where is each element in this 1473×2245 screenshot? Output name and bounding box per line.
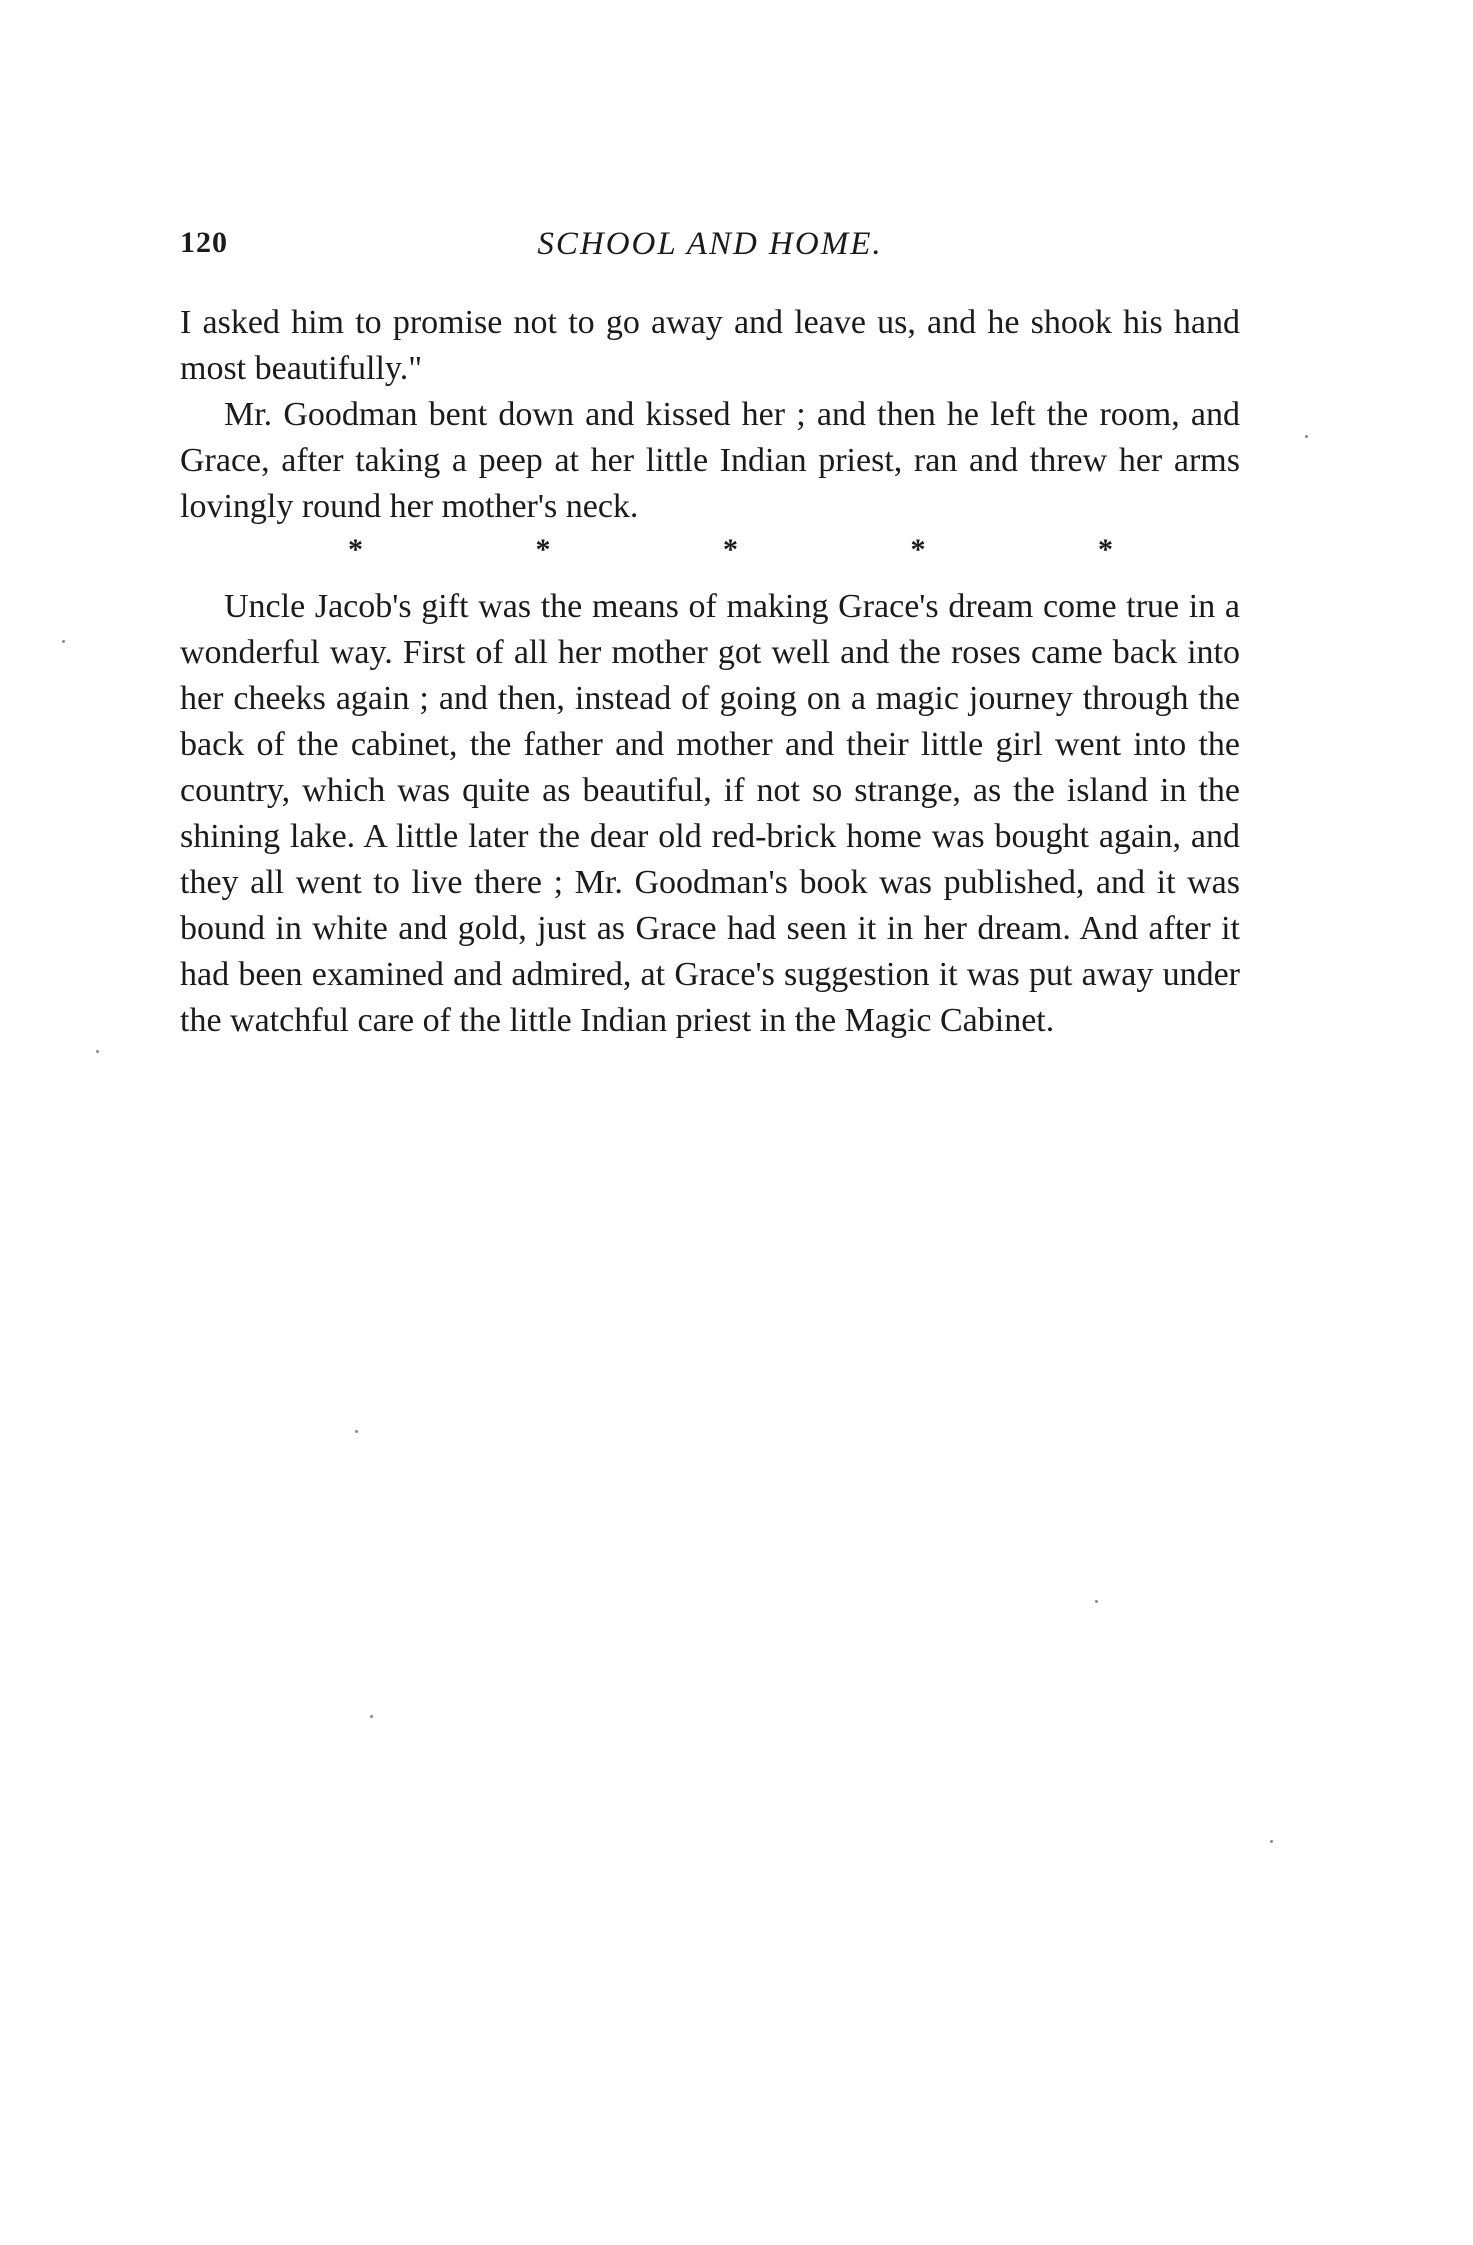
separator-star: *	[348, 533, 363, 566]
paragraph-continued: I asked him to promise not to go away and leave us, and he shook his hand most beautifully."	[180, 304, 1240, 387]
running-head	[180, 226, 1240, 276]
scan-speck	[62, 640, 65, 643]
separator-star: *	[1098, 533, 1113, 566]
body-text	[180, 300, 1240, 1044]
section-separator	[348, 530, 1113, 570]
paragraph-goodman: Mr. Goodman bent down and kissed her ; and then he left the room, and Grace, after taking a peep at her little Indian priest, ran and threw her arms lovingly round her mother's neck.	[180, 396, 1240, 525]
page-number: 120	[180, 226, 228, 259]
scan-speck	[96, 1050, 99, 1053]
scan-speck	[1270, 1840, 1273, 1843]
running-title: SCHOOL AND HOME.	[537, 226, 883, 262]
paragraph-uncle-jacob: Uncle Jacob's gift was the means of making Grace's dream come true in a wonderful way. First of all her mother got well and the roses came back into her cheeks again ; and then, instead of going on a magic journey through the back of the cabinet, the father and mother and their little girl went into the country, which was quite as beautiful, if not so strange, as the island in the shining lake. A little later the dear old red-brick home was bought again, and they all went to live there ; Mr. Goodman's book was published, and it was bound in white and gold, just as Grace had seen it in her dream. And after it had been examined and admired, at Grace's suggestion it was put away under the watchful care of the little Indian priest in the Magic Cabinet.	[180, 588, 1240, 1039]
scan-speck	[1305, 435, 1308, 438]
separator-star: *	[535, 533, 551, 566]
scan-speck	[370, 1715, 373, 1718]
scan-speck	[355, 1430, 358, 1433]
scan-speck	[1095, 1600, 1098, 1603]
separator-star: *	[723, 533, 738, 566]
separator-star: *	[910, 533, 926, 566]
